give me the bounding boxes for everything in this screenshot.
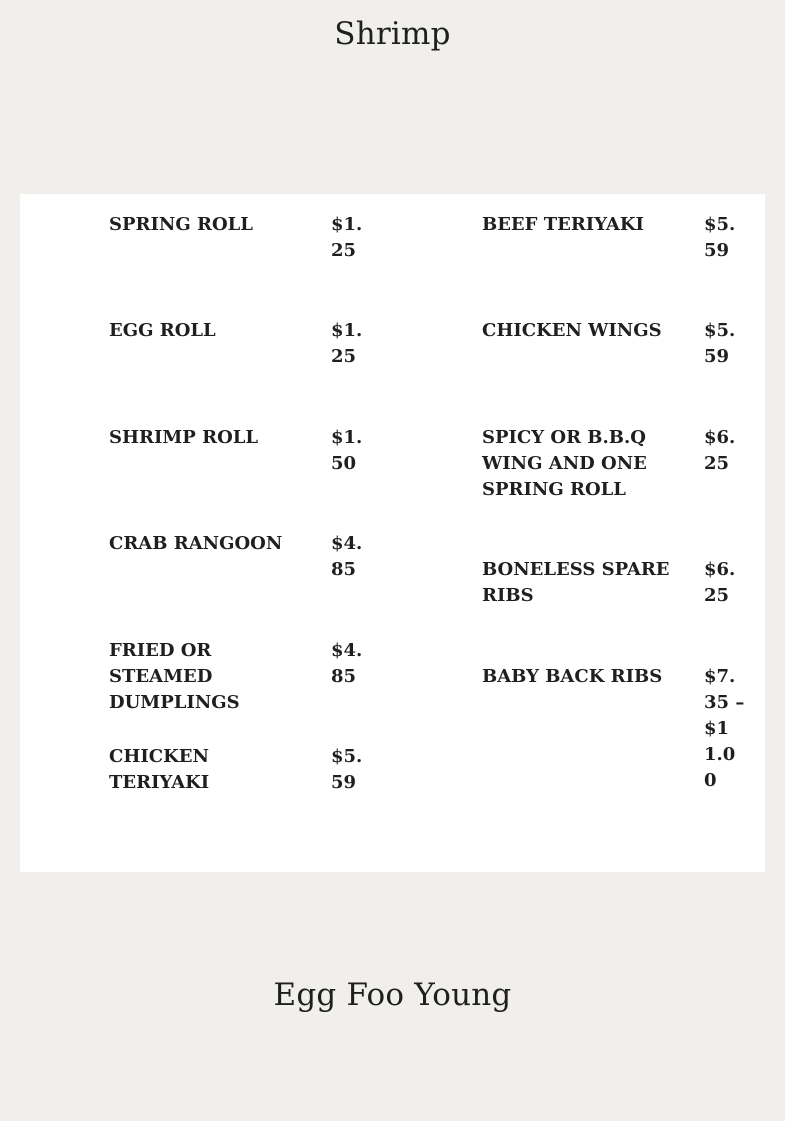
item-price: $6.25 bbox=[704, 427, 736, 474]
item-price: $1.25 bbox=[331, 320, 363, 367]
item-price: $7.35 – $11.00 bbox=[704, 666, 745, 791]
item-price: $5.59 bbox=[331, 746, 363, 793]
item-name: SPICY OR B.B.Q WING AND ONE SPRING ROLL bbox=[482, 427, 647, 500]
item-name: BEEF TERIYAKI bbox=[482, 214, 644, 235]
item-price: $5.59 bbox=[704, 320, 736, 367]
item-name: BABY BACK RIBS bbox=[482, 666, 663, 687]
item-name: EGG ROLL bbox=[109, 320, 216, 341]
menu-panel bbox=[20, 194, 765, 872]
item-price: $4.85 bbox=[331, 640, 363, 687]
item-price: $5.59 bbox=[704, 214, 736, 261]
item-name: SHRIMP ROLL bbox=[109, 427, 259, 448]
item-price: $1.50 bbox=[331, 427, 363, 474]
item-price: $6.25 bbox=[704, 559, 736, 606]
item-name: SPRING ROLL bbox=[109, 214, 253, 235]
item-name: BONELESS SPARE RIBS bbox=[482, 559, 670, 606]
section-title-egg-foo-young: Egg Foo Young bbox=[273, 977, 512, 1013]
item-name: CHICKEN WINGS bbox=[482, 320, 662, 341]
item-name: CRAB RANGOON bbox=[109, 533, 283, 554]
section-title-shrimp: Shrimp bbox=[334, 16, 451, 52]
item-price: $4.85 bbox=[331, 533, 363, 580]
item-name: FRIED OR STEAMED DUMPLINGS bbox=[109, 640, 240, 713]
item-price: $1.25 bbox=[331, 214, 363, 261]
item-name: CHICKEN TERIYAKI bbox=[109, 746, 210, 793]
